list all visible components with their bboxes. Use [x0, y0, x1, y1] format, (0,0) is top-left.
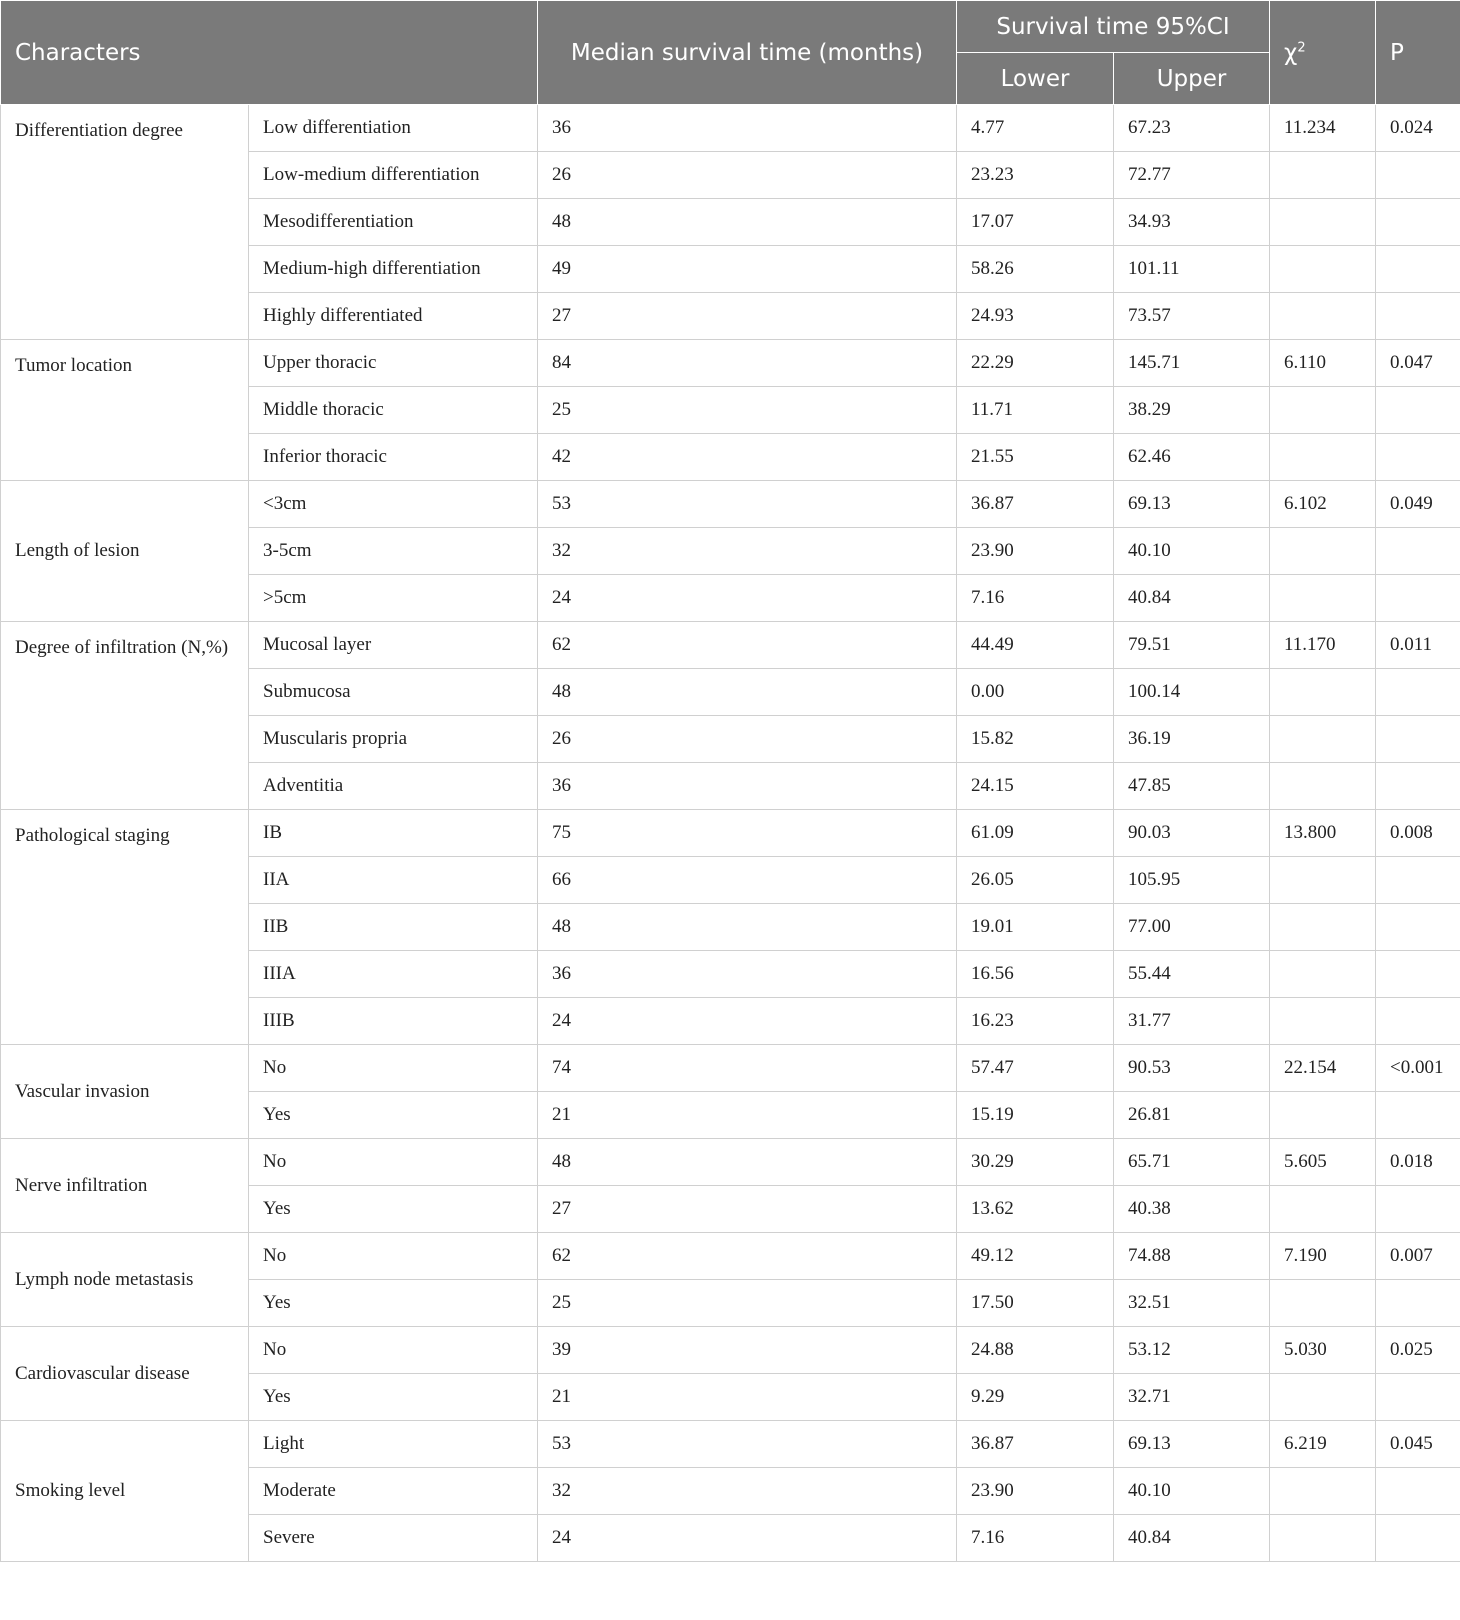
empty-p-cell	[1376, 669, 1460, 716]
lower-cell: 49.12	[957, 1233, 1114, 1280]
empty-p-cell	[1376, 293, 1460, 340]
header-median: Median survival time (months)	[538, 1, 957, 105]
table-row	[1, 1327, 1460, 1374]
upper-cell: 32.51	[1114, 1280, 1270, 1327]
group-name-cell: Cardiovascular disease	[1, 1327, 249, 1421]
table-header	[1, 1, 1460, 105]
header-upper: Upper	[1114, 53, 1270, 105]
header-chi2	[1270, 1, 1376, 105]
chi2-cell: 11.170	[1270, 622, 1376, 669]
empty-p-cell	[1376, 1374, 1460, 1421]
median-cell: 74	[538, 1045, 957, 1092]
lower-cell: 13.62	[957, 1186, 1114, 1233]
empty-chi2-cell	[1270, 1186, 1376, 1233]
table-row	[1, 1045, 1460, 1092]
empty-p-cell	[1376, 904, 1460, 951]
group-name-cell: Lymph node metastasis	[1, 1233, 249, 1327]
group-name-cell: Nerve infiltration	[1, 1139, 249, 1233]
empty-p-cell	[1376, 528, 1460, 575]
upper-cell: 34.93	[1114, 199, 1270, 246]
table-row	[1, 1139, 1460, 1186]
p-cell: 0.008	[1376, 810, 1460, 857]
empty-p-cell	[1376, 1468, 1460, 1515]
median-cell: 27	[538, 293, 957, 340]
median-cell: 36	[538, 951, 957, 998]
median-cell: 36	[538, 105, 957, 152]
p-cell: 0.024	[1376, 105, 1460, 152]
subgroup-cell: Mucosal layer	[249, 622, 538, 669]
lower-cell: 16.56	[957, 951, 1114, 998]
upper-cell: 36.19	[1114, 716, 1270, 763]
lower-cell: 24.93	[957, 293, 1114, 340]
subgroup-cell: Yes	[249, 1092, 538, 1139]
median-cell: 75	[538, 810, 957, 857]
median-cell: 26	[538, 152, 957, 199]
chi2-cell: 5.030	[1270, 1327, 1376, 1374]
upper-cell: 40.38	[1114, 1186, 1270, 1233]
group-name-cell: Tumor location	[1, 340, 249, 481]
upper-cell: 74.88	[1114, 1233, 1270, 1280]
table-row	[1, 622, 1460, 669]
subgroup-cell: Low differentiation	[249, 105, 538, 152]
subgroup-cell: IIA	[249, 857, 538, 904]
header-p: P	[1376, 1, 1460, 105]
lower-cell: 36.87	[957, 481, 1114, 528]
empty-chi2-cell	[1270, 246, 1376, 293]
lower-cell: 44.49	[957, 622, 1114, 669]
upper-cell: 101.11	[1114, 246, 1270, 293]
empty-p-cell	[1376, 857, 1460, 904]
lower-cell: 17.50	[957, 1280, 1114, 1327]
group-name-cell: Pathological staging	[1, 810, 249, 1045]
lower-cell: 16.23	[957, 998, 1114, 1045]
median-cell: 53	[538, 481, 957, 528]
subgroup-cell: Medium-high differentiation	[249, 246, 538, 293]
p-cell: <0.001	[1376, 1045, 1460, 1092]
empty-p-cell	[1376, 716, 1460, 763]
empty-chi2-cell	[1270, 857, 1376, 904]
empty-p-cell	[1376, 998, 1460, 1045]
p-cell: 0.018	[1376, 1139, 1460, 1186]
empty-chi2-cell	[1270, 1280, 1376, 1327]
upper-cell: 32.71	[1114, 1374, 1270, 1421]
subgroup-cell: Yes	[249, 1280, 538, 1327]
header-chi-sup: 2	[1297, 39, 1306, 55]
empty-p-cell	[1376, 763, 1460, 810]
subgroup-cell: Yes	[249, 1374, 538, 1421]
table-row	[1, 340, 1460, 387]
median-cell: 48	[538, 669, 957, 716]
median-cell: 62	[538, 1233, 957, 1280]
group-name-cell: Differentiation degree	[1, 105, 249, 340]
median-cell: 25	[538, 387, 957, 434]
upper-cell: 105.95	[1114, 857, 1270, 904]
subgroup-cell: No	[249, 1327, 538, 1374]
empty-chi2-cell	[1270, 951, 1376, 998]
median-cell: 32	[538, 528, 957, 575]
empty-chi2-cell	[1270, 293, 1376, 340]
lower-cell: 36.87	[957, 1421, 1114, 1468]
lower-cell: 0.00	[957, 669, 1114, 716]
upper-cell: 40.10	[1114, 528, 1270, 575]
lower-cell: 26.05	[957, 857, 1114, 904]
median-cell: 21	[538, 1374, 957, 1421]
upper-cell: 62.46	[1114, 434, 1270, 481]
median-cell: 26	[538, 716, 957, 763]
upper-cell: 145.71	[1114, 340, 1270, 387]
subgroup-cell: No	[249, 1139, 538, 1186]
empty-chi2-cell	[1270, 434, 1376, 481]
table-row	[1, 481, 1460, 528]
median-cell: 48	[538, 904, 957, 951]
empty-p-cell	[1376, 1186, 1460, 1233]
empty-p-cell	[1376, 152, 1460, 199]
subgroup-cell: Upper thoracic	[249, 340, 538, 387]
subgroup-cell: IIIA	[249, 951, 538, 998]
empty-chi2-cell	[1270, 387, 1376, 434]
table-row	[1, 1421, 1460, 1468]
group-name-cell: Degree of infiltration (N,%)	[1, 622, 249, 810]
empty-chi2-cell	[1270, 669, 1376, 716]
empty-chi2-cell	[1270, 998, 1376, 1045]
subgroup-cell: No	[249, 1233, 538, 1280]
upper-cell: 65.71	[1114, 1139, 1270, 1186]
header-chi-base: χ	[1284, 39, 1298, 66]
lower-cell: 11.71	[957, 387, 1114, 434]
empty-p-cell	[1376, 387, 1460, 434]
empty-p-cell	[1376, 199, 1460, 246]
p-cell: 0.047	[1376, 340, 1460, 387]
upper-cell: 72.77	[1114, 152, 1270, 199]
lower-cell: 17.07	[957, 199, 1114, 246]
median-cell: 62	[538, 622, 957, 669]
empty-p-cell	[1376, 1280, 1460, 1327]
empty-p-cell	[1376, 1515, 1460, 1562]
subgroup-cell: IIIB	[249, 998, 538, 1045]
upper-cell: 77.00	[1114, 904, 1270, 951]
p-cell: 0.007	[1376, 1233, 1460, 1280]
chi2-cell: 6.102	[1270, 481, 1376, 528]
table-body	[1, 105, 1460, 1562]
subgroup-cell: Adventitia	[249, 763, 538, 810]
median-cell: 36	[538, 763, 957, 810]
subgroup-cell: IB	[249, 810, 538, 857]
chi2-cell: 6.219	[1270, 1421, 1376, 1468]
empty-p-cell	[1376, 1092, 1460, 1139]
subgroup-cell: Moderate	[249, 1468, 538, 1515]
subgroup-cell: Yes	[249, 1186, 538, 1233]
median-cell: 48	[538, 1139, 957, 1186]
upper-cell: 73.57	[1114, 293, 1270, 340]
upper-cell: 55.44	[1114, 951, 1270, 998]
lower-cell: 4.77	[957, 105, 1114, 152]
lower-cell: 23.23	[957, 152, 1114, 199]
lower-cell: 19.01	[957, 904, 1114, 951]
subgroup-cell: Submucosa	[249, 669, 538, 716]
upper-cell: 47.85	[1114, 763, 1270, 810]
upper-cell: 90.53	[1114, 1045, 1270, 1092]
median-cell: 24	[538, 998, 957, 1045]
upper-cell: 69.13	[1114, 481, 1270, 528]
median-cell: 27	[538, 1186, 957, 1233]
lower-cell: 9.29	[957, 1374, 1114, 1421]
subgroup-cell: 3-5cm	[249, 528, 538, 575]
group-name-cell: Length of lesion	[1, 481, 249, 622]
median-cell: 32	[538, 1468, 957, 1515]
median-cell: 21	[538, 1092, 957, 1139]
chi2-cell: 7.190	[1270, 1233, 1376, 1280]
empty-chi2-cell	[1270, 904, 1376, 951]
chi2-cell: 11.234	[1270, 105, 1376, 152]
upper-cell: 40.84	[1114, 575, 1270, 622]
lower-cell: 58.26	[957, 246, 1114, 293]
upper-cell: 40.10	[1114, 1468, 1270, 1515]
group-name-cell: Vascular invasion	[1, 1045, 249, 1139]
lower-cell: 24.88	[957, 1327, 1114, 1374]
empty-chi2-cell	[1270, 1515, 1376, 1562]
empty-chi2-cell	[1270, 716, 1376, 763]
header-characters: Characters	[1, 1, 538, 105]
empty-p-cell	[1376, 434, 1460, 481]
table-row	[1, 1233, 1460, 1280]
lower-cell: 61.09	[957, 810, 1114, 857]
lower-cell: 23.90	[957, 1468, 1114, 1515]
lower-cell: 23.90	[957, 528, 1114, 575]
median-cell: 39	[538, 1327, 957, 1374]
lower-cell: 7.16	[957, 575, 1114, 622]
subgroup-cell: Light	[249, 1421, 538, 1468]
table-row	[1, 810, 1460, 857]
median-cell: 48	[538, 199, 957, 246]
subgroup-cell: Inferior thoracic	[249, 434, 538, 481]
chi2-cell: 22.154	[1270, 1045, 1376, 1092]
chi2-cell: 13.800	[1270, 810, 1376, 857]
median-cell: 24	[538, 575, 957, 622]
median-cell: 49	[538, 246, 957, 293]
upper-cell: 100.14	[1114, 669, 1270, 716]
p-cell: 0.011	[1376, 622, 1460, 669]
empty-chi2-cell	[1270, 528, 1376, 575]
lower-cell: 24.15	[957, 763, 1114, 810]
upper-cell: 26.81	[1114, 1092, 1270, 1139]
upper-cell: 40.84	[1114, 1515, 1270, 1562]
empty-p-cell	[1376, 575, 1460, 622]
empty-chi2-cell	[1270, 199, 1376, 246]
empty-chi2-cell	[1270, 763, 1376, 810]
upper-cell: 67.23	[1114, 105, 1270, 152]
median-cell: 25	[538, 1280, 957, 1327]
subgroup-cell: <3cm	[249, 481, 538, 528]
subgroup-cell: Mesodifferentiation	[249, 199, 538, 246]
empty-chi2-cell	[1270, 1468, 1376, 1515]
subgroup-cell: No	[249, 1045, 538, 1092]
group-name-cell: Smoking level	[1, 1421, 249, 1562]
lower-cell: 30.29	[957, 1139, 1114, 1186]
lower-cell: 7.16	[957, 1515, 1114, 1562]
subgroup-cell: Low-medium differentiation	[249, 152, 538, 199]
empty-p-cell	[1376, 951, 1460, 998]
empty-chi2-cell	[1270, 1374, 1376, 1421]
lower-cell: 57.47	[957, 1045, 1114, 1092]
lower-cell: 15.19	[957, 1092, 1114, 1139]
median-cell: 42	[538, 434, 957, 481]
median-cell: 24	[538, 1515, 957, 1562]
upper-cell: 69.13	[1114, 1421, 1270, 1468]
median-cell: 84	[538, 340, 957, 387]
chi2-cell: 5.605	[1270, 1139, 1376, 1186]
empty-chi2-cell	[1270, 575, 1376, 622]
p-cell: 0.025	[1376, 1327, 1460, 1374]
upper-cell: 90.03	[1114, 810, 1270, 857]
upper-cell: 53.12	[1114, 1327, 1270, 1374]
median-cell: 66	[538, 857, 957, 904]
lower-cell: 15.82	[957, 716, 1114, 763]
chi2-cell: 6.110	[1270, 340, 1376, 387]
upper-cell: 79.51	[1114, 622, 1270, 669]
subgroup-cell: Muscularis propria	[249, 716, 538, 763]
median-cell: 53	[538, 1421, 957, 1468]
subgroup-cell: IIB	[249, 904, 538, 951]
header-ci: Survival time 95%CI	[957, 1, 1270, 53]
empty-chi2-cell	[1270, 152, 1376, 199]
subgroup-cell: Highly differentiated	[249, 293, 538, 340]
subgroup-cell: Middle thoracic	[249, 387, 538, 434]
empty-p-cell	[1376, 246, 1460, 293]
table-row	[1, 105, 1460, 152]
p-cell: 0.045	[1376, 1421, 1460, 1468]
header-lower: Lower	[957, 53, 1114, 105]
p-cell: 0.049	[1376, 481, 1460, 528]
upper-cell: 38.29	[1114, 387, 1270, 434]
subgroup-cell: Severe	[249, 1515, 538, 1562]
empty-chi2-cell	[1270, 1092, 1376, 1139]
lower-cell: 22.29	[957, 340, 1114, 387]
upper-cell: 31.77	[1114, 998, 1270, 1045]
lower-cell: 21.55	[957, 434, 1114, 481]
subgroup-cell: >5cm	[249, 575, 538, 622]
